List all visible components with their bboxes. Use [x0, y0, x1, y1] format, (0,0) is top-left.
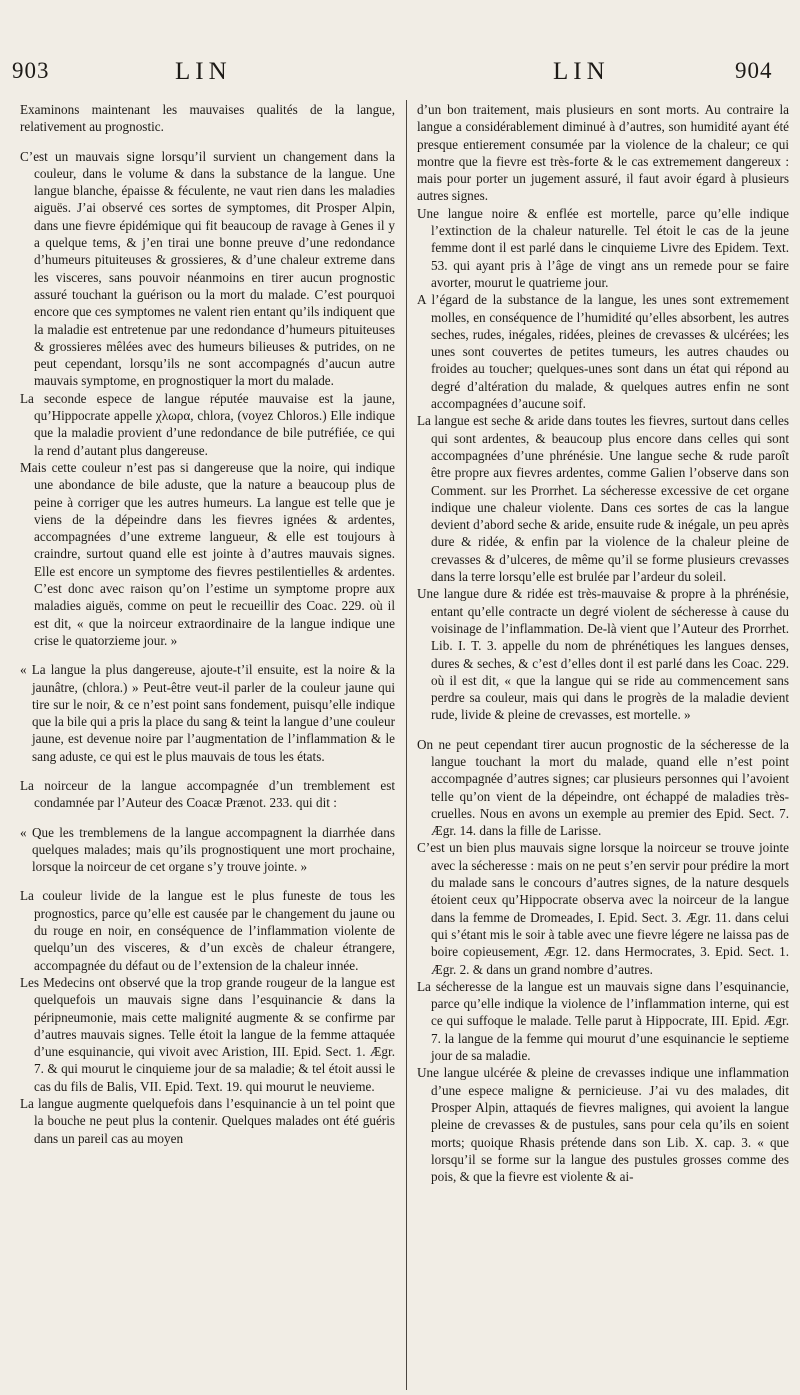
paragraph: Une langue noire & enflée est mortelle, parce qu’elle indique l’extinction de la chaleur naturelle. Tel étoit le cas de la jeune femme dont il est parlé dans le cinquieme Livre des Epidem. Text. 53. qui ayant pris à l’âge de vingt ans un remede pour se faire avorter, mourut le quatrieme jour. — [417, 205, 789, 290]
paragraph: Examinons maintenant les mauvaises qualités de la langue, relativement au prognostic. — [20, 102, 395, 135]
page-number-left: 903 — [12, 58, 50, 83]
right-column — [417, 101, 789, 1185]
paragraph: La langue augmente quelquefois dans l’esquinancie à un tel point que la bouche ne peut plus la contenir. Quelques malades ont été guéris dans un pareil cas au moyen — [20, 1096, 395, 1146]
paragraph: d’un bon traitement, mais plusieurs en sont morts. Au contraire la langue a considérablement diminué à d’autres, son humidité ayant été presque entierement consumée par la violence de la chaleur; ce qui montre que la fievre est très-forte & le cas extremement dangereux : mais pour porter un jugement assuré, il faut avoir égard à plusieurs autres signes. — [417, 102, 789, 204]
paragraph: On ne peut cependant tirer aucun prognostic de la sécheresse de la langue touchant la mort du malade, quand elle n’est point accompagnée d’autres signes; car plusieurs personnes qui l’avoient telle qu’on vient de la dépeindre, ont échappé de maladies très-cruelles. Nous en avons un exemple au premier des Epid. Sect. 7. Ægr. 14. dans la fille de Larisse. — [417, 736, 789, 839]
paragraph: Une langue dure & ridée est très-mauvaise & propre à la phrénésie, entant qu’elle contracte un degré violent de sécheresse à cause du voisinage de l’inflammation. De-là vient que l’Auteur des Prorrhet. Lib. I. T. 3. appelle du nom de phrénétiques les langues denses, dures & seches, & c’est d’elles dont il est parlé dans les Coac. 229. où il est dit, « que la langue qui se ride au commencement sans perdre sa couleur, mais qui dans le progrès de la maladie devient rude, livide & pleine de crevasses, est mortelle. » — [417, 586, 789, 723]
paragraph: Les Medecins ont observé que la trop grande rougeur de la langue est quelquefois un mauvais signe dans l’esquinancie & dans la péripneumonie, mais cette malignité augmente & se confirme par d’autres mauvais signes. Telle étoit la langue de la femme attaquée d’une esquinancie, qui vivoit avec Aristion, III. Epid. Sect. 1. Ægr. 7. & qui mourut le cinquieme jour de sa maladie; & tel étoit aussi le cas du fils de Balis, VII. Epid. Text. 19. qui mourut le neuvieme. — [20, 974, 395, 1094]
paragraph: Mais cette couleur n’est pas si dangereuse que la noire, qui indique une abondance de bile aduste, que la nature a beaucoup plus de peine à corriger que les autres humeurs. La langue est telle que je viens de la dépeindre dans les fievres ignées & ardentes, accompagnées d’une extreme langueur, & elle est toujours à craindre, surtout quand elle est jointe à d’autres mauvais signes. Elle est encore un symptome des fievres pestilentielles & ardentes. C’est donc avec raison qu’on l’estime un symptome propre aux maladies aiguës, comme on peut le recueillir des Coac. 229. où il est dit, « que la noirceur extraordinaire de la langue indique une crise le quatorzieme jour. » — [20, 459, 395, 648]
paragraph: La noirceur de la langue accompagnée d’un tremblement est condamnée par l’Auteur des Coacæ Prænot. 233. qui dit : — [20, 777, 395, 811]
running-head-left: LIN — [175, 58, 232, 85]
page-number-right: 904 — [735, 58, 773, 83]
left-column — [20, 101, 395, 1147]
quotation: « La langue la plus dangereuse, ajoute-t’il ensuite, est la noire & la jaunâtre, (chlora.) » Peut-être veut-il parler de la couleur jaune qui tire sur le noir, & ce n’est point sans fondement, puisqu’elle indique que la bile qui a pris la place du sang & teint la langue d’une couleur jaune, est devenue noire par l’augmentation de l’inflammation & le sang aduste, ce qui est le plus mauvais de tous les états. — [20, 662, 395, 764]
quotation: « Que les tremblemens de la langue accompagnent la diarrhée dans quelques malades; mais qu’ils prognostiquent une mort prochaine, lorsque la noirceur de cet organe s’y trouve jointe. » — [20, 824, 395, 875]
paragraph: A l’égard de la substance de la langue, les unes sont extremement molles, en conséquence de l’humidité qu’elles absorbent, les autres seches, rudes, inégales, ridées, pleines de crevasses & ulcérées; les unes sont couvertes de petites tumeurs, les autres chaudes ou froides au toucher; quelques-unes sont dans un état qui répond au degré d’altération du malade, & quelques autres enfin ne sont accompagnées d’aucune soif. — [417, 292, 789, 412]
paragraph: C’est un mauvais signe lorsqu’il survient un changement dans la couleur, dans le volume & dans la substance de la langue. Une langue blanche, épaisse & féculente, ne vaut rien dans les maladies aiguës. J’ai observé ces sortes de symptomes, dit Prosper Alpin, dans une fievre épidémique qui fit beaucoup de ravage à Genes il y a quelque tems, & j’en tirai une bonne preuve d’une redondance d’humeurs pituiteuses & grossieres, & d’une chaleur extreme dans les visceres, sans pouvoir néanmoins en tirer aucun prognostic assuré touchant la guérison ou la mort du malade. C’est pourquoi encore que ces symptomes ne valent rien entant qu’ils indiquent que la maladie est entretenue par une redondance d’humeurs pituiteuses & grossieres mêlées avec des humeurs bilieuses & putrides, on ne peut cependant, lorsqu’ils ne sont accompagnés d’aucun autre mauvais symptome, en prognostiquer la mort du malade. — [20, 148, 395, 389]
column-divider — [406, 100, 407, 1390]
paragraph: La couleur livide de la langue est le plus funeste de tous les prognostics, parce qu’elle est causée par le changement du jaune ou du rouge en noir, en conséquence de l’inflammation violente de quelqu’un des visceres, & d’un excès de chaleur étrangere, accompagnée du défaut ou de l’extension de la chaleur innée. — [20, 888, 395, 973]
page-header — [0, 58, 800, 98]
paragraph: La seconde espece de langue réputée mauvaise est la jaune, qu’Hippocrate appelle χλωρα, chlora, (voyez Chloros.) Elle indique que la maladie provient d’une redondance de bile putréfiée, ce qui la rend d’autant plus dangereuse. — [20, 390, 395, 458]
paragraph: La langue est seche & aride dans toutes les fievres, surtout dans celles qui sont ardentes, & beaucoup plus encore dans celles qui sont accompagnées d’une phrénésie. Une langue seche & rude paroît être propre aux fievres ardentes, comme Galien l’observe dans son Comment. sur les Prorrhet. La sécheresse excessive de cet organe indique une chaleur violente. Dans ces sortes de cas la langue devient d’abord seche & aride, ensuite rude & inégale, un peu après dure & ridée, & enfin par la violence de la chaleur pleine de crevasses & d’ulceres, de même qu’il se forme plusieurs crevasses dans la terre lorsqu’elle est brulée par l’ardeur du soleil. — [417, 413, 789, 585]
running-head-right: LIN — [553, 58, 610, 85]
paragraph: La sécheresse de la langue est un mauvais signe dans l’esquinancie, parce qu’elle indique la violence de l’inflammation interne, qui est ce qui suffoque le malade. Telle parut à Hippocrate, III. Epid. Ægr. 7. la langue de la femme qui mourut d’une esquinancie le septieme jour de sa maladie. — [417, 978, 789, 1064]
paragraph: C’est un bien plus mauvais signe lorsque la noirceur se trouve jointe avec la sécheresse : mais on ne peut s’en servir pour prédire la mort du malade sans le concours d’autres signes, de la nature desquels étoient ceux qu’Hippocrate observa avec la noirceur de la langue dans la femme de Dromeades, I. Epid. Sect. 3. Ægr. 11. dans celui qui s’étant mis le soir à table avec une fievre légere ne laissa pas de boire copieusement, Ægr. 12. dans Hermocrates, 3. Epid. Sect. 1. Ægr. 2. & dans un grand nombre d’autres. — [417, 840, 789, 977]
paragraph: Une langue ulcérée & pleine de crevasses indique une inflammation d’une espece maligne & pernicieuse. J’ai vu des malades, dit Prosper Alpin, attaqués de fievres malignes, qui avoient la langue pleine de crevasses & de pustules, sans pour cela qu’ils en soient morts; quoique Rhasis prétende dans son Lib. X. cap. 3. « que lorsqu’il se forme sur la langue des pustules grosses comme des pois, & que la fievre est violente & ai- — [417, 1065, 789, 1185]
